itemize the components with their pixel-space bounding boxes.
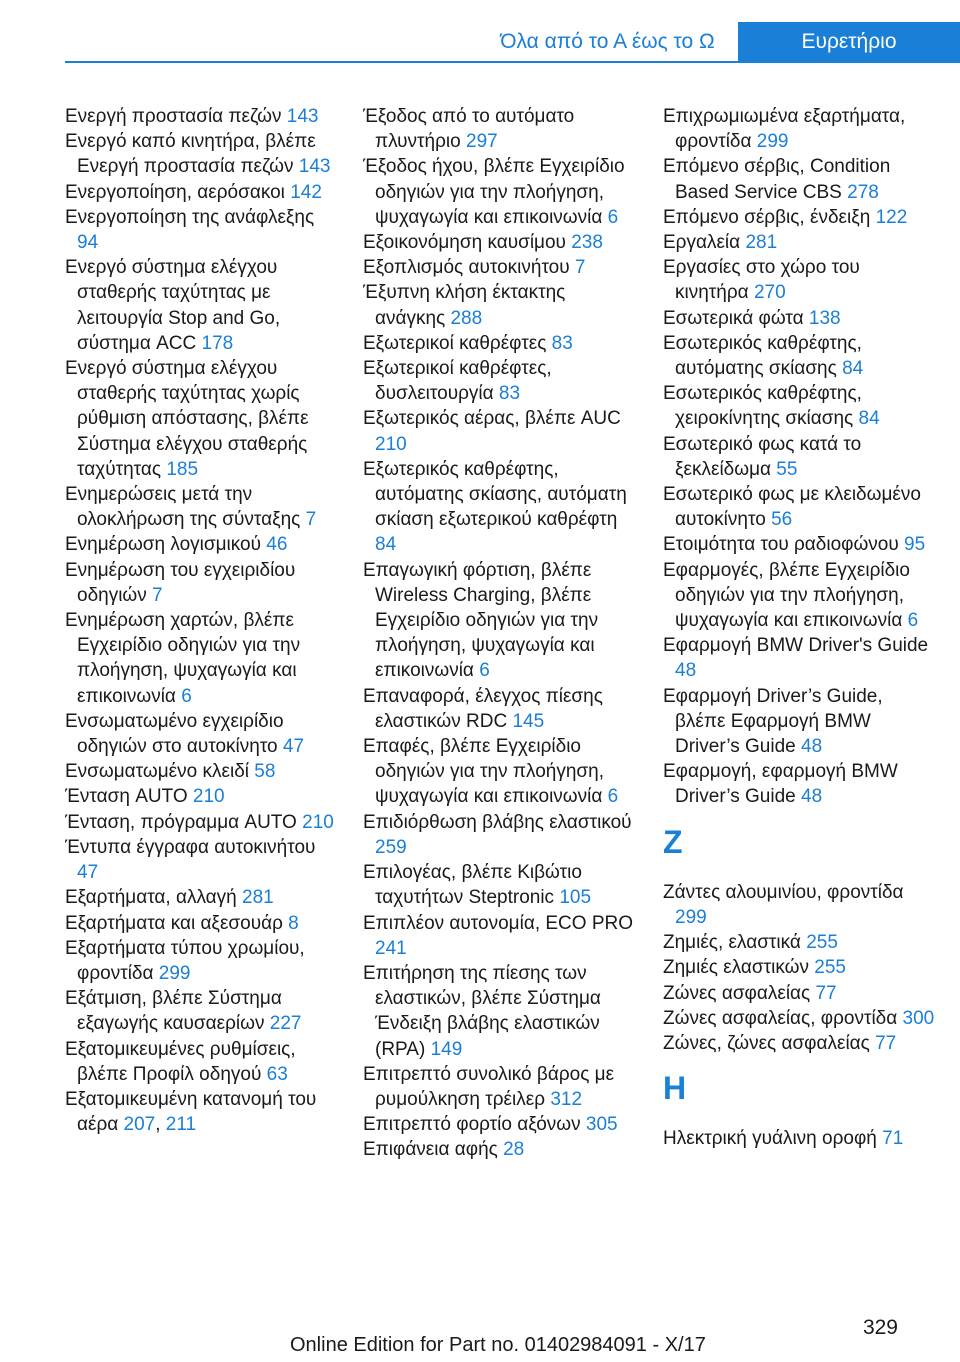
index-entry [65, 986, 337, 1036]
page-reference-link[interactable]: 6 [607, 786, 619, 808]
page-reference-link[interactable]: 145 [512, 710, 545, 732]
index-entry-text: Επιτρεπτό συνολικό βάρος με ρυμούλκηση τρέιλερ [363, 1063, 615, 1110]
index-entry [663, 955, 935, 980]
index-entry-text: Εξωτερικοί καθρέφτες [363, 332, 547, 354]
index-entry [363, 280, 635, 330]
page-reference-link[interactable]: 63 [266, 1063, 288, 1085]
index-entry [663, 482, 935, 532]
index-entry [663, 684, 935, 760]
page-reference-link[interactable]: 312 [550, 1088, 583, 1110]
index-entry-text: Εσωτερικός καθρέφτης, αυτόματης σκίασης [663, 332, 862, 380]
page-reference-link[interactable]: 6 [907, 610, 919, 632]
index-entry [663, 205, 935, 230]
page-reference-link[interactable]: 241 [375, 937, 407, 959]
index-entry-text: Επιλογέας, βλέπε Κιβώτιο ταχυτήτων Steptronic [363, 862, 582, 909]
index-entry [663, 633, 935, 683]
index-entry-text: Εφαρμογή Driver’s Guide, βλέπε Εφαρμογή BMW Driver’s Guide [663, 685, 883, 758]
index-entry-text: Ζώνες, ζώνες ασφαλείας [663, 1032, 870, 1054]
index-entry [663, 154, 935, 204]
page-reference-link[interactable]: 71 [882, 1128, 904, 1150]
page-reference-link[interactable]: 270 [753, 282, 786, 304]
page-reference-link[interactable]: 122 [875, 206, 908, 228]
index-entry-text: Επιχρωμιωμένα εξαρτήματα, φροντίδα [663, 106, 906, 153]
index-entry-text: Επιδιόρθωση βλάβης ελαστικού [363, 811, 632, 833]
page-reference-link[interactable]: 143 [286, 106, 319, 127]
index-entry [65, 180, 337, 205]
page-reference-link[interactable]: 48 [801, 736, 823, 758]
index-entry-text: Εξαρτήματα τύπου χρωμίου, φροντίδα [65, 937, 305, 984]
index-letter-heading: Z [663, 823, 683, 860]
index-entry [363, 331, 635, 356]
index-entry [363, 810, 635, 860]
index-entry [363, 684, 635, 734]
index-entry-text: Εργαλεία [663, 232, 741, 254]
index-entry [663, 381, 935, 431]
page-reference-link[interactable]: 185 [166, 458, 199, 480]
page-reference-link[interactable]: 255 [806, 932, 838, 954]
index-entry [363, 457, 635, 558]
page-reference-link[interactable]: 83 [498, 383, 521, 405]
index-entry-text: Ενημέρωση χαρτών, βλέπε Εγχειρίδιο οδηγιών για την πλοήγηση, ψυχαγωγία και επικοινωνία [65, 610, 301, 707]
index-entry-text: Εξάτμιση, βλέπε Σύστημα εξαγωγής καυσαερίων [65, 988, 282, 1035]
index-entry-text: Ενεργό σύστημα ελέγχου σταθερής ταχύτητας χωρίς ρύθμιση απόστασης, βλέπε Σύστημα ελέγχου σταθερής ταχύτητας [65, 358, 309, 480]
index-entry-text: Ζάντες αλουμινίου, φροντίδα [663, 881, 904, 903]
index-entry [65, 885, 337, 910]
index-entry [663, 1126, 935, 1151]
index-entry [363, 911, 635, 961]
index-entry-text: Ζώνες ασφαλείας, φροντίδα [663, 1007, 898, 1029]
index-entry [65, 810, 337, 835]
page-reference-link[interactable]: 281 [745, 232, 778, 254]
index-entry [65, 255, 337, 356]
page-reference-link[interactable]: 211 [165, 1114, 197, 1136]
index-entry-text: Εξωτερικοί καθρέφτες, δυσλειτουργία [363, 358, 552, 405]
index-entry [663, 331, 935, 381]
page-reference-link[interactable]: 56 [771, 509, 793, 531]
index-entry-text: Ενημέρωση του εγχειριδίου οδηγιών [65, 559, 296, 606]
index-entry [65, 532, 337, 557]
page-reference-link[interactable]: 255 [814, 957, 846, 979]
header-rule [65, 61, 960, 63]
index-entry-text: Ενεργοποίηση της ανάφλεξης [65, 206, 315, 228]
index-entry-text: Ενσωματωμένο κλειδί [65, 761, 249, 783]
page-reference-link[interactable]: 7 [305, 509, 317, 531]
page-reference-link[interactable]: 83 [551, 332, 573, 354]
page-reference-link[interactable]: 8 [288, 912, 299, 934]
page-reference-link[interactable]: 46 [266, 534, 288, 556]
index-entry-text: Ένταση, πρόγραμμα AUTO [65, 811, 297, 833]
index-entry-text: Εξαρτήματα και αξεσουάρ [65, 912, 283, 934]
index-entry [663, 759, 935, 809]
index-entry-text: Έξοδος από το αυτόματο πλυντήριο [363, 106, 575, 153]
page-reference-link[interactable]: 305 [585, 1114, 618, 1136]
index-entry [663, 104, 935, 154]
page-reference-link[interactable]: 227 [269, 1013, 302, 1035]
page-reference-link[interactable]: 6 [479, 660, 490, 682]
index-entry [363, 104, 635, 154]
page-reference-link[interactable]: 178 [201, 332, 234, 354]
index-entry-text: Εφαρμογή BMW Driver's Guide [663, 635, 929, 657]
index-entry-text: Ενεργό καπό κινητήρα, βλέπε Ενεργή προστασία πεζών [65, 131, 316, 178]
index-entry [663, 930, 935, 955]
page-reference-link[interactable]: 149 [430, 1038, 463, 1060]
index-entry-text: Ζημιές ελαστικών [663, 957, 809, 979]
index-entry [65, 1037, 337, 1087]
index-entry [663, 880, 935, 930]
index-entry-text: Εργασίες στο χώρο του κινητήρα [663, 257, 860, 304]
page-reference-link[interactable]: 297 [466, 131, 498, 153]
index-entry-text: Εσωτερικό φως κατά το ξεκλείδωμα [663, 433, 862, 480]
index-entry [65, 482, 337, 532]
index-tab: Ευρετήριο [738, 22, 960, 62]
index-entry-text: Ενσωματωμένο εγχειρίδιο οδηγιών στο αυτοκίνητο [65, 710, 284, 758]
index-entry [65, 759, 337, 784]
index-entry [663, 532, 935, 557]
page-reference-link[interactable]: 28 [503, 1139, 525, 1161]
index-column-2 [363, 104, 635, 1163]
index-entry-text: Εσωτερικός καθρέφτης, χειροκίνητης σκίασης [663, 383, 862, 430]
page-reference-link[interactable]: 138 [808, 307, 841, 329]
index-entry [663, 306, 935, 331]
index-column-3 [663, 104, 935, 1151]
page-reference-link[interactable]: 55 [776, 458, 798, 480]
index-entry [65, 608, 337, 709]
index-column-1 [65, 104, 337, 1137]
index-entry-text: Εσωτερικά φώτα [663, 307, 804, 329]
footer-edition: Online Edition for Part no. 01402984091 - X/17 [290, 1334, 706, 1356]
index-entry-text: Επιφάνεια αφής [363, 1139, 498, 1161]
page-reference-link[interactable]: 84 [858, 408, 880, 430]
index-entry [65, 936, 337, 986]
index-entry [663, 432, 935, 482]
index-entry-text: Ενημέρωση λογισμικού [65, 534, 261, 556]
index-entry [663, 1031, 935, 1056]
index-entry-text: Επόμενο σέρβις, ένδειξη [663, 206, 871, 228]
page-reference-link[interactable]: 299 [158, 962, 191, 984]
index-entry [363, 230, 635, 255]
index-entry [363, 255, 635, 280]
page-reference-link[interactable]: 143 [298, 156, 331, 178]
index-entry-text: Επαγωγική φόρτιση, βλέπε Wireless Charging, βλέπε Εγχειρίδιο οδηγιών για την πλοήγηση, ψυχαγωγία και επικοινωνία [363, 559, 599, 682]
index-entry [65, 104, 337, 129]
page-reference-link[interactable]: 94 [77, 232, 99, 254]
page-reference-link[interactable]: 259 [375, 836, 407, 858]
index-entry [65, 356, 337, 482]
index-entry [65, 129, 337, 179]
page-reference-link[interactable]: 77 [875, 1032, 897, 1054]
index-entry-text: Ζώνες ασφαλείας [663, 982, 811, 1004]
index-entry-text: Επιτήρηση της πίεσης των ελαστικών, βλέπε Σύστημα Ένδειξη βλάβης ελαστικών (RPA) [363, 962, 601, 1060]
index-entry-text: Ετοιμότητα του ραδιοφώνου [663, 534, 899, 556]
index-entry [363, 734, 635, 810]
page-reference-link[interactable]: 48 [801, 786, 823, 808]
index-letter-heading: H [663, 1070, 687, 1107]
page-number: 329 [862, 1316, 898, 1339]
page-reference-link[interactable]: 281 [242, 887, 274, 909]
index-entry [65, 784, 337, 809]
index-entry [363, 406, 635, 456]
index-entry-text: Ενεργοποίηση, αερόσακοι [65, 181, 285, 203]
index-entry [663, 255, 935, 305]
page-reference-link[interactable]: 210 [192, 786, 225, 808]
index-entry-text: Επιτρεπτό φορτίο αξόνων [363, 1114, 581, 1136]
index-entry-text: Εξατομικευμένη κατανομή του αέρα [65, 1088, 317, 1136]
index-entry-text: Ενεργή προστασία πεζών [65, 106, 282, 127]
index-entry-text: Ένταση AUTO [65, 786, 188, 808]
index-entry [663, 558, 935, 634]
index-entry-text: Επαναφορά, έλεγχος πίεσης ελαστικών RDC [363, 685, 603, 732]
page-reference-link[interactable]: 238 [571, 232, 603, 254]
page-reference-link[interactable]: 210 [375, 433, 407, 455]
page-reference-link[interactable]: 210 [302, 811, 334, 833]
index-entry-text: Εξωτερικός καθρέφτης, αυτόματης σκίασης, αυτόματη σκίαση εξωτερικού καθρέφτη [363, 458, 627, 531]
index-entry [663, 230, 935, 255]
page-reference-link[interactable]: 207 [123, 1114, 156, 1136]
index-entry-text: Εφαρμογή, εφαρμογή BMW Driver’s Guide [663, 761, 898, 808]
page-reference-link[interactable]: 77 [815, 982, 837, 1004]
index-entry-text: Εξοικονόμηση καυσίμου [363, 232, 566, 254]
index-entry-text: Ηλεκτρική γυάλινη οροφή [663, 1128, 877, 1150]
page-reference-link[interactable]: 47 [282, 736, 305, 758]
page-reference-link[interactable]: 6 [181, 685, 192, 707]
index-entry-text: Έξοδος ήχου, βλέπε Εγχειρίδιο οδηγιών για την πλοήγηση, ψυχαγωγία και επικοινωνία [363, 156, 625, 228]
index-entry-text: Ζημιές, ελαστικά [663, 932, 801, 954]
page-reference-link[interactable]: 278 [847, 181, 879, 203]
page-reference-link[interactable]: 95 [904, 534, 926, 556]
index-entry [65, 709, 337, 759]
page-reference-link[interactable]: 299 [675, 906, 707, 928]
index-entry [663, 981, 935, 1006]
index-entry-text: Επαφές, βλέπε Εγχειρίδιο οδηγιών για την πλοήγηση, ψυχαγωγία και επικοινωνία [363, 736, 604, 808]
index-entry [363, 154, 635, 230]
page-reference-link[interactable]: 7 [152, 584, 163, 606]
index-entry [65, 558, 337, 608]
index-entry [363, 356, 635, 406]
index-entry [363, 1112, 635, 1137]
index-entry-text: Ενεργό σύστημα ελέγχου σταθερής ταχύτητας με λειτουργία Stop and Go, σύστημα ACC [65, 257, 281, 354]
index-entry [65, 205, 337, 255]
index-entry-text: Επόμενο σέρβις, Condition Based Service CBS [663, 156, 891, 203]
index-entry [363, 1062, 635, 1112]
index-entry-text: Έντυπα έγγραφα αυτοκινήτου [65, 836, 316, 858]
page-reference-link[interactable]: 58 [254, 761, 276, 783]
page-reference-link[interactable]: 300 [902, 1007, 935, 1029]
index-entry-text: Εσωτερικό φως με κλειδωμένο αυτοκίνητο [663, 484, 921, 531]
section-title: Όλα από το Α έως το Ω [500, 30, 715, 53]
page-reference-link[interactable]: 84 [842, 358, 864, 380]
index-entry [663, 1006, 935, 1031]
index-entry-text: Εξατομικευμένες ρυθμίσεις, βλέπε Προφίλ οδηγού [65, 1038, 296, 1085]
page-reference-link[interactable]: 7 [574, 257, 586, 279]
page-reference-link[interactable]: 47 [77, 862, 99, 884]
page-reference-link[interactable]: 299 [756, 131, 789, 153]
page-reference-link[interactable]: 288 [450, 307, 483, 329]
index-entry-text: Εξοπλισμός αυτοκινήτου [363, 257, 570, 279]
page-reference-link[interactable]: 6 [607, 206, 619, 228]
index-entry [363, 1137, 635, 1162]
index-entry-text: Εξαρτήματα, αλλαγή [65, 887, 237, 909]
index-entry [363, 558, 635, 684]
index-entry-text: Επιπλέον αυτονομία, ECO PRO [363, 912, 634, 934]
index-entry-text: Ενημερώσεις μετά την ολοκλήρωση της σύνταξης [65, 484, 301, 531]
page-header [0, 0, 960, 62]
index-entry [65, 911, 337, 936]
index-entry-text: Έξυπνη κλήση έκτακτης ανάγκης [363, 282, 566, 329]
index-entry-text: Εξωτερικός αέρας, βλέπε AUC [363, 408, 621, 430]
index-entry [363, 961, 635, 1062]
index-entry [363, 860, 635, 910]
page-reference-link[interactable]: 48 [675, 660, 697, 682]
index-entry [65, 835, 337, 885]
index-entry-text: Εφαρμογές, βλέπε Εγχειρίδιο οδηγιών για την πλοήγηση, ψυχαγωγία και επικοινωνία [663, 559, 910, 632]
page-reference-link[interactable]: 84 [375, 534, 397, 556]
page-reference-link[interactable]: 142 [290, 181, 322, 203]
index-entry: Εξατομικευμένη κατανομή του αέρα 207, 211 [65, 1088, 317, 1136]
page-reference-link[interactable]: 105 [559, 887, 592, 909]
